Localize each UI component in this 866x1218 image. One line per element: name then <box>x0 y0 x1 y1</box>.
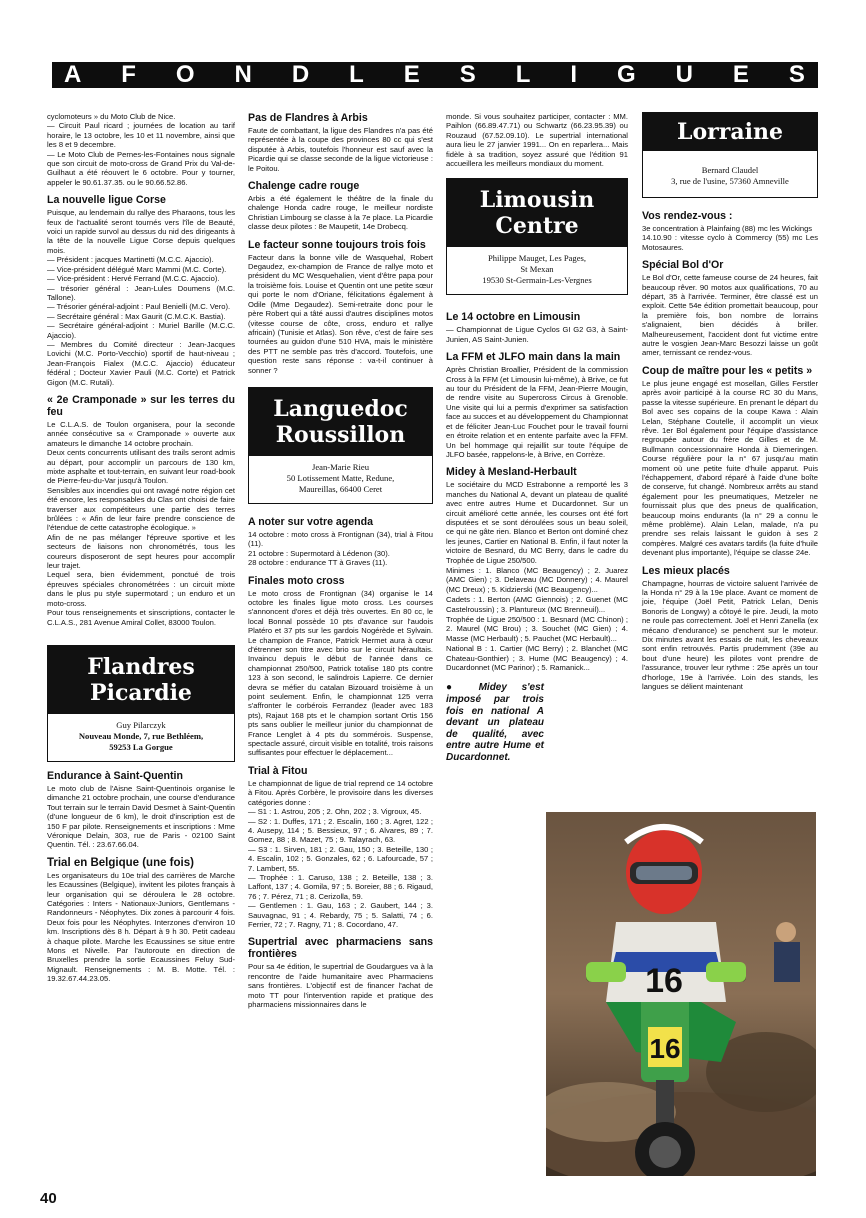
agenda-text: 3e concentration à Plainfaing (88) mc les Wickings 14.10.90 : vitesse cyclo à Commercy (55) mc Les Motosaures. <box>642 224 818 252</box>
article-heading: La FFM et JLFO main dans la main <box>446 351 621 364</box>
article-heading: Le 14 octobre en Limousin <box>446 311 581 324</box>
league-title <box>249 388 432 456</box>
article-heading: Trial en Belgique (une fois) <box>47 856 194 869</box>
article-heading: Endurance à Saint-Quentin <box>47 769 183 782</box>
article-text: Le sociétaire du MCD Estrabonne a remporté les 3 manches du National A, devant un plateau de qualité avec entre autres Hume et Ducardonnet. Sur un circuit amélioré cette année, les courses ont été fort disputées et se sont déroulées sous un beau soleil, ce qui ne gâte rien. Blanco et Berton ont dominé chez les jeunes, Cartier en National B. Enfin, il faut noter la victoire de Besnard, du MC Berry, dans le cadre du Trophée de Ligue 250/500. <box>446 480 628 565</box>
league-contact-box <box>446 178 628 295</box>
article-heading: Trial à Fitou <box>248 764 308 777</box>
article-text: Après Christian Broallier, Président de la commission Cross à la FFM (et Limousin lui-même), à Brive, ce fut au tour du Président de la FFM, Jean-Pierre Mougin, de rendre visite au Supercross Circus à Grenoble. Une visite qui lui a permis d'exprimer sa satisfaction face au succes et au développement du Championnat et de féliciter Jean-Luc Fouchet pour le travail fourni en étroite relation et en entente parfaite avec la FFM. Un bel hommage qui rejaillit sur toute l'équipe de JLFO basée, rappelons-le, à Brive, en Corrèze. <box>446 365 628 459</box>
banner-letter: N <box>234 61 253 88</box>
photo-caption <box>446 682 544 763</box>
article-text: Puisque, au lendemain du rallye des Pharaons, tous les feux de l'actualité seront tournés vers l'île de Beauté, voici un rapide survol au dessus du nid des dirigeants à la tête de la nouvelle Ligue Corse depuis quelques mois. — Président : jacques Martinetti (M.C.C. Ajaccio). — Vice-président délégué Marc Mammi (M.C. Corte). — Vice-président : Hervé Ferrand (M.C.C. Ajaccio). — trésorier général : Jean-Lules Doumens (M.C. Tallone). — Trésorier général-adjoint : Paul Benielli (M.C. Vero). — Secrétaire général : Max Gaurit (C.M.C.K. Bastia). — Secrétaire général-adjoint : Muriel Barille (M.C.C. Ajaccio). — Membres du Comité directeur : Jean-Jacques Lovichi (M.C. Porto-Vecchio) sportif de haut-niveau ; Jean-François Fialex (M.C.C. Ajaccio) éducateur fédéral ; Docteur Xavier Pauli (M.C. Corte) et Patrick Gigon (M.C. Rutali). <box>47 208 235 387</box>
results-text: Le championnat de ligue de trial reprend ce 14 octobre à Fitou. Après Corbère, le provisoire dans les diverses catégories donne : — S1 : 1. Astrou, 205 ; 2. Ohn, 202 ; 3. Vigroux, 45. — S2 : 1. Duffes, 171 ; 2. Escalin, 160 ; 3. Agret, 122 ; 4. Ausepy, 114 ; 5. Bessieux, 97 ; 6. Alvares, 89 ; 7. Gomez, 88 ; 8. Mazet, 75 ; 9. Talayrach, 63. — S3 : 1. Sirven, 181 ; 2. Gau, 150 ; 3. Beteille, 130 ; 4. Escalin, 102 ; 5. Gonzales, 62 ; 6. Lafourcade, 57 ; 7. Lambert, 55. — Trophée : 1. Caruso, 138 ; 2. Beteille, 138 ; 3. Laffont, 137 ; 4. Gomila, 97 ; 5. Boreier, 88 ; 6. Rigaud, 76 ; 7. Pérez, 71 ; 8. Cerizolla, 59. — Gentlemen : 1. Gau, 163 ; 2. Gaubert, 144 ; 3. Sauvagnac, 91 ; 4. Rebardy, 75 ; 5. Salatti, 74 ; 6. Ferrier, 72 ; 7. Ragny, 71 ; 8. Cocordano, 47. <box>248 778 433 929</box>
article-heading: Finales moto cross <box>248 574 345 587</box>
results-text: Minimes : 1. Blanco (MC Beaugency) ; 2. Juarez (AMC Gien) ; 3. Delaveau (MC Donnery) ; 4. Maurel (MC Dreux) ; 5. Kidzierski (MC Beaugency)... <box>446 565 628 594</box>
banner-letter: D <box>291 61 311 88</box>
contact-name: Guy Pilarczyk <box>116 719 166 730</box>
article-heading: Pas de Flandres à Arbis <box>248 112 368 124</box>
article-text: Facteur dans la bonne ville de Wasquehal, Robert Degaudez, ex-champion de France de rallye moto et président du MC Wesquehalien, vient d'être papa pour la troisième fois. Louise et Quentin ont une petite sœur qui porte le nom d'Oriane, félicitations également à Odile (Mme Degaudez). Semi-retraite donc pour le père Robert qui a tâté aussi d'autres disciplines motos (vitesse course de côte, cross, enduro et rallye africain) (Tunisie et Atlas). Son rêve, c'est de faire ses tournées au guidon d'une 510 HVA, mais le ministère des PTT ne semble pas très d'accord. Toutefois, une question reste sans réponse : va-t-il continuer à sonner ? <box>248 252 433 375</box>
banner-letter: S <box>459 61 477 88</box>
column-2 <box>248 112 433 1010</box>
article-heading: Chalenge cadre rouge <box>248 180 360 193</box>
league-title-line: Lorraine <box>677 119 783 145</box>
contact-address: 3, rue de l'usine, 57360 Amneville <box>671 176 789 186</box>
league-address <box>447 247 627 294</box>
article-text: — Championnat de Ligue Cyclos GI G2 G3, à Saint-Junien, AS Saint-Junien. <box>446 325 628 344</box>
league-contact-box <box>47 645 235 762</box>
contact-address: St Mexan <box>520 264 554 275</box>
banner-letter: O <box>175 61 196 88</box>
league-title-line: Limousin <box>479 187 595 214</box>
article-heading: Spécial Bol d'Or <box>642 259 724 272</box>
article-text: cyclomoteurs » du Moto Club de Nice. — Circuit Paul ricard ; journées de location au tarif horaire, le 13 octobre, les 10 et 11 novembre, ainsi que les 8 et 9 decembre. — Le Moto Club de Pernes-les-Fontaines nous signale que son circuit de moto-cross de Grand Prix du Val-de-Guilhaut a été réouvert le 6 octobre. Pour y tourner, appeler le 90.61.37.35. ou le 90.66.52.86. <box>47 112 235 187</box>
bike-number: 16 <box>649 1033 681 1064</box>
article-text: Arbis a été également le théâtre de la finale du chalenge Honda cadre rouge, le meilleur nordiste Christian Limbourg se classe à la 7e place. La Picardie classe deux pilotes : 8e Maupetit, 14e Drobecq. <box>248 194 433 232</box>
article-text: Le moto cross de Frontignan (34) organise le 14 octobre les finales ligue moto cross. Les courses s'annoncent d'ores et déjà très ouvertes. En 80 cc, le local Bonnal possède 10 pts d'avance sur l'audois Platéro et 37 pts sur les gardois Nogérède et Sylvain. Le champion de France, Patrick Hermet aura à cœur d'étrenner son titre avec brio sur le circuit héraultais. Invaincu depuis le début de l'année dans ce championnat 250/500, Patrick totalise 180 pts contre 123 à son second, le salindrois Lapierre. Ce dernier devra se méfier du catalan Bizouard troisième à un point seulement. Enfin, le championnat 125 verra s'affronter le corbérois Ferrandez (leader avec 183 pts), Rajaut 168 pts et le champion sortant Ortis 156 pts sans oublier le meilleur junior du championnat de France Lenglet à 4 pts du sommérois. Suspense, spectacle assuré, circuit visible en totalité, trois raisons suffisantes pour effectuer le déplacement... <box>248 588 433 758</box>
column-1 <box>47 112 235 985</box>
bullet-icon: ● <box>446 682 479 694</box>
banner-letter: E <box>403 61 421 88</box>
article-heading: Coup de maître pour les « petits » <box>642 364 813 377</box>
league-title <box>643 113 817 151</box>
banner-letter: L <box>515 61 532 88</box>
contact-address: 59253 La Gorgue <box>109 741 173 752</box>
article-heading: Vos rendez-vous : <box>642 210 733 222</box>
article-text: Le plus jeune engagé est mosellan, Gilles Ferstler après avoir participé à la course RC 30 du Mans, passe la vitesse supérieure. En prenant le départ du Bol avec ses copains de la coupe Kawa : Alain Lelan, Stéphane Coutelle, il accomplit un vieux rêve. 1er Bol également pour l'équipe d'assistance regroupée autour du frère de Gilles et de M. Bullmann concessionnaire Honda à Diemeringen. Course régulière pour la n° 67 jusqu'au matin moment où une petite fuite d'huile apparut. Puis l'échappement, d'abord réparé à l'aide d'une boîte de conserve, fut changé. Nombreux arrêts au stand également pour les pneumatiques, Metzeler ne fournissait plus que des pneus de qualification, beaucoup moins endurants (la n° 29 a connu le même problème). Alain Lelan, malade, n'a pu prendre ses relais laissant le guidon à ses 2 compères. Malgré ces avatars tardifs (la fuite d'huile devenant plus importante), l'équipe se classe 24e. <box>642 378 818 558</box>
article-text: Les organisateurs du 10e trial des carrières de Marche les Ecaussines (Belgique), invitent les pilotes français à leur organisation qui se déroulera le 28 octobre. Catégories : Inters - Nationaux-Juniors, Gentlemans - Randonneurs - Néophytes. Dix zones à parcourir 4 fois. Deux fois pour les Néophytes. Interzones d'environ 10 km. Inscriptions dès 8 h. Départ à 9 h 30. Petit cadeau à chaque pilote. Marche les Ecaussines se situe entre Mons et Nivelle. Par l'autoroute en direction de Bruxelles prendre la sortie Ecaussines Feluy Sud-Mignault. Renseignements : M. B. Motte. Tél. : 19.32.67.44.23.05. <box>47 870 235 984</box>
article-text: Pour sa 4e édition, le supertrial de Goudargues va à la rencontre de l'aide humanitaire avec Pharmaciens sans frontières. L'objectif est de financer l'achat de moto TT pour l'intervention rapide et pratique des pharmaciens missionnaires dans le <box>248 962 433 1009</box>
banner-letter: U <box>675 61 694 88</box>
article-heading: Les mieux placés <box>642 564 730 577</box>
contact-name: Jean-Marie Rieu <box>311 461 370 472</box>
article-heading: La nouvelle ligue Corse <box>47 194 166 207</box>
contact-name: Bernard Claudel <box>701 165 759 175</box>
page-number: 40 <box>40 1190 57 1207</box>
article-text: monde. Si vous souhaitez participer, contacter : MM. Paihlon (66.89.47.71) ou Schwartz (66.23.95.39) ou Rouzaud (67.52.09.10). Le supertrial international aura lieu le 27 janvier 1991... On en reparlera... Mais fidèle à sa tradition, soyez assuré que l'édition 91 accueillera les meilleurs mondiaux du moment. <box>446 112 628 169</box>
league-title-line: Roussillon <box>275 421 406 448</box>
article-heading: Supertrial avec pharmaciens sans frontières <box>248 936 433 961</box>
league-title-line: Flandres <box>87 653 195 680</box>
banner-letter: G <box>616 61 637 88</box>
column-3 <box>446 112 628 764</box>
jersey-number: 16 <box>645 962 683 1000</box>
article-heading: A noter sur votre agenda <box>248 515 373 528</box>
league-title-line: Languedoc <box>273 395 408 422</box>
article-text: Le moto club de l'Aisne Saint-Quentinois organise le dimanche 21 octobre prochain, une course d'endurance Tout terrain sur le terrain David Desmet à Saint-Quentin (d'une longueur de 6 km), le droit d'inscription est de 150 F par pilote. Renseignements et inscriptions : Mme Véronique Delain, 303, rue de Paris - 02100 Saint Quentin. Tél. : 23.67.66.04. <box>47 783 235 850</box>
agenda-text: 14 octobre : moto cross à Frontignan (34), trial à Fitou (11). 21 octobre : Supermotard à Lédenon (30). 28 octobre : endurance TT à Graves (11). <box>248 529 433 568</box>
league-address <box>643 151 817 197</box>
contact-address: Maureillas, 66400 Ceret <box>298 483 383 494</box>
league-title <box>447 179 627 247</box>
article-text: Le Bol d'Or, cette fameuse course de 24 heures, fait beaucoup rêver. 90 motos aux qualifications, 70 au départ, 35 à l'arrivée. Terminer, être classé est un exploit. Cette 54e édition promettait beaucoup, pour la première fois, bon nombre de lorrains s'alignaient, bien décidés à briller. Malheureusement, l'accident dont fut victime entre autre le vosgien Jean-Marc Besozzi laisse un goût amer, ternissant ce rendez-vous. <box>642 273 818 358</box>
article-text: Le C.L.A.S. de Toulon organisera, pour la seconde année consécutive sa « Cramponade » ouverte aux amateurs le dimanche 14 octobre prochain. Deux cents concurrents utilisant des trails seront admis au départ, pour accomplir un parcours de 130 km, mixte asphalte et tout-terrain, en suivant leur road-book de Pierre-feu-du-Var jusqu'à Toulon. Sensibles aux incendies qui ont ravagé notre région cet été encore, les responsables du Clas ont choisi de faire traverser aux compétiteurs une partie des terres brûlées : « Afin de leur faire prendre conscience de l'étendue de cette catastrophe écologique. » Afin de ne pas mélanger l'épreuve sportive et les secteurs de liaisons non chronométrés, tous les coureurs disposeront de sept heures pour accomplir leur trajet. Lequel sera, bien évidemment, ponctué de trois épreuves spéciales chronométrées : un circuit mixte dans le plus pu style supermotard ; un enduro et un moto-cross. Pour tous renseignements et sinscriptions, contacter le C.L.A.S., 281 Avenue Amiral Collet, 83000 Toulon. <box>47 419 235 627</box>
rider-illustration <box>546 812 816 1176</box>
section-banner <box>52 62 818 88</box>
contact-address: Nouveau Monde, 7, rue Bethléem, <box>78 730 204 741</box>
league-contact-box <box>642 112 818 198</box>
banner-letter: L <box>349 61 365 88</box>
article-heading: Midey à Mesland-Herbault <box>446 466 577 479</box>
article-text: Champagne, hourras de victoire saluent l'arrivée de la Honda n° 29 à la 19e place. Avant ce moment de joie, l'équipe (Joël Petit, Patrick Lelan, Denis Bonoris de Longwy) a côtoyé le pire. Jeudi, la moto ne roule pas correctement. Joël et Henri Zanella (ex mécano d'endurance) se penchent sur le moteur. Dix minutes avant les essais de nuit, les cheveaux sont enfin retrouvés. Partis prudemment (39e au bout d'une heure) les pilotes vont prendre de l'assurance, trouver leur rythme : 25e après un tour d'horloge, 19e à l'arrivée. Loin des stands, les langues se délient maintenant <box>642 578 818 692</box>
contact-address: 50 Lotissement Matte, Redune, <box>286 472 395 483</box>
article-heading: Le facteur sonne toujours trois fois <box>248 238 426 251</box>
banner-letter: I <box>570 61 578 88</box>
motocross-photo <box>546 812 816 1176</box>
league-address <box>48 714 234 761</box>
caption-text: Midey s'est imposé par trois fois en national A devant un plateau de qualité, avec entre autre Hume et Ducardonnet. <box>446 682 544 763</box>
results-text: National B : 1. Cartier (MC Berry) ; 2. Blanchet (MC Chateau-Gonthier) ; 3. Hume (MC Beaugency) ; 4. Ducardonnet (MC Parinor) ; 5. Ramanick... <box>446 644 628 673</box>
article-text: Faute de combattant, la ligue des Flandres n'a pas été représentée à la coupe des provinces 80 cc qui s'est disputée à Arbis, toutefois l'honneur est sauf avec la Picardie qui se classe seconde de la ligue victorieuse : le Poitou. <box>248 126 433 173</box>
banner-letter: F <box>121 61 137 88</box>
contact-address: 19530 St-Germain-Les-Vergnes <box>482 275 592 286</box>
contact-name: Philippe Mauget, Les Pages, <box>487 253 587 264</box>
league-contact-box <box>248 387 433 504</box>
league-title <box>48 646 234 714</box>
banner-letter: A <box>64 61 83 88</box>
results-text: Cadets : 1. Berton (AMC Giennois) ; 2. Guenet (MC Castelroussin) ; 3. Plantureux (MC Brenneuil)... <box>446 595 628 614</box>
column-4 <box>642 112 818 692</box>
league-title-line: Picardie <box>90 679 192 706</box>
league-address <box>249 456 432 503</box>
league-title-line: Centre <box>495 213 579 240</box>
banner-letter: S <box>788 61 806 88</box>
results-text: Trophée de Ligue 250/500 : 1. Besnard (MC Chinon) ; 2. Maurel (MC Brou) ; 3. Souchet (MC Gien) ; 4. Masse (MC Herbault) ; 5. Pauchet (MC Herbault)... <box>446 615 628 643</box>
article-heading: « 2e Cramponade » sur les terres du feu <box>47 393 235 418</box>
banner-letter: E <box>732 61 750 88</box>
